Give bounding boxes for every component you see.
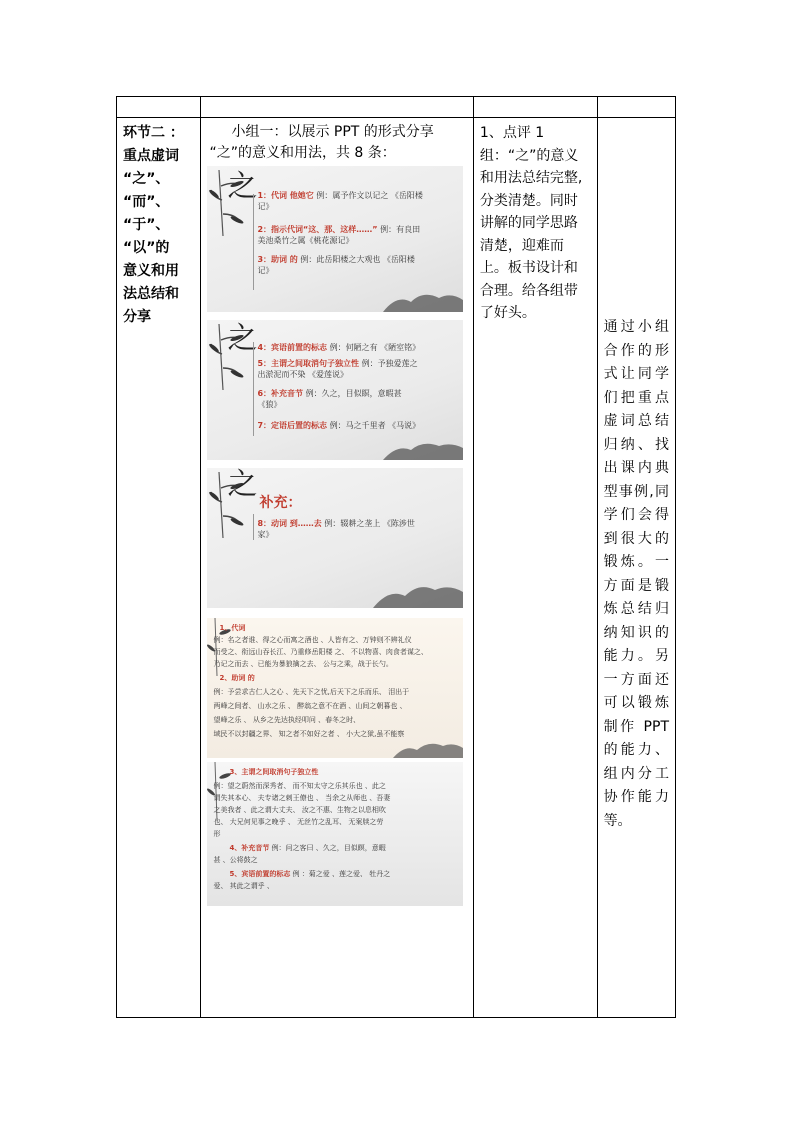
ink-mountain-icon	[373, 578, 463, 608]
slide-big-char: 之	[227, 468, 258, 502]
slide-image-5	[207, 762, 463, 906]
slide-item	[257, 224, 461, 246]
slide-text-line: 爱、 其此之谓乎 、	[213, 882, 274, 890]
lesson-table	[116, 96, 676, 1018]
purpose-text: 通过小组合作的形式让同学们把重点虚词总结归纳、找出课内典型事例,同学们会得到很大的锻炼。一方面是锻炼总结归纳知识的能力。另一方面还可以锻炼制作 PPT 的能力、组内分工协作能力等。	[603, 319, 669, 829]
ink-mountain-icon	[383, 436, 463, 460]
evaluation-cell	[473, 118, 597, 1018]
slide-item-label: 2：指示代词“这、那、这样……”	[257, 225, 378, 234]
slide-heading-text: 4、补充音节	[229, 844, 270, 852]
empty-cell	[473, 97, 597, 118]
slide-text-line: 例：予尝求古仁人之心 、先天下之忧,后天下之乐而乐、 泪出于	[213, 688, 410, 696]
stage-line: 分享	[123, 309, 151, 325]
slide-item	[257, 358, 461, 380]
slide-item-cont: 《狼》	[257, 400, 282, 409]
slide-item	[257, 388, 461, 410]
slide-item-label: 8：动词 到……去	[257, 519, 322, 528]
slide-item-label: 6：补充音节	[257, 389, 304, 398]
slide-text-line: 谓失其本心、 夫专诸之刺王僚也 、 当余之从师也 、吾妻	[213, 794, 391, 802]
slide-big-char: 之	[227, 321, 258, 356]
stage-line: “于”、	[123, 217, 170, 233]
slide-heading-text: 3、主谓之间取消句子独立性	[229, 768, 319, 776]
slide-item-cont: 美池桑竹之属《桃花源记》	[257, 236, 354, 245]
slide-text-line: 而受之、衔远山吞长江、乃重修岳阳楼 之、 不以物喜、肉食者谋之、	[213, 648, 428, 656]
slide-heading-text: 5、宾语前置的标志	[229, 870, 291, 878]
ink-mountain-icon	[383, 286, 463, 312]
evaluation-text: 1、点评 1 组：“之”的意义和用法总结完整,分类清楚。同时讲解的同学思路清楚，迎难而上。板书设计和合理。给各组带了好头。	[479, 125, 583, 321]
slide-item-text: 例：马之千里者 《马说》	[329, 421, 421, 430]
slide-heading-text: 2、助词 的	[219, 674, 255, 682]
slide-item-label: 4：宾语前置的标志	[257, 343, 328, 352]
slide-item-text: 例：有良田	[380, 225, 421, 234]
slide-heading-text: 1、代词	[219, 624, 246, 632]
stage-line: 重点虚词	[123, 148, 179, 164]
stage-line: “以”的	[123, 240, 170, 256]
slide-heading	[219, 674, 459, 683]
slide-item	[257, 518, 461, 540]
stage-line: “之”、	[123, 171, 170, 187]
slide-item	[257, 190, 461, 212]
slide-image-3	[207, 468, 463, 608]
slide-item	[257, 254, 461, 276]
slide-item-text: 例：何陋之有 《陋室铭》	[329, 343, 421, 352]
ink-mountain-icon	[393, 736, 463, 758]
slide-item-label: 1：代词 他她它	[257, 191, 314, 200]
slide-text-line: 也、 大兄何见事之晚乎 、 无丝竹之乱耳、 无案牍之劳	[213, 818, 384, 826]
slide-heading	[229, 844, 459, 853]
stage-line: 意义和用	[123, 263, 179, 279]
slide-heading	[229, 768, 459, 777]
stage-cell	[117, 118, 201, 1018]
slide-text-line: 域民不以封疆之界、 知之者不如好之者 、 小大之狱,虽不能察	[213, 730, 405, 738]
stage-line: “而”、	[123, 194, 170, 210]
slide-item-cont: 记》	[257, 202, 274, 211]
slide-heading	[229, 870, 459, 879]
table-row	[117, 118, 676, 1018]
bracket-line	[253, 514, 254, 540]
slide-text-line: 例：望之蔚然而深秀者、 而不知太守之乐其乐也 、此之	[213, 782, 386, 790]
slide-text-line: 乃记之而去 、已能为暴狼擒之去、 公与之乘，战于长勺。	[213, 660, 393, 668]
slide-item-text: 例：予独爱莲之	[361, 359, 418, 368]
slide-item-cont: 记》	[257, 266, 274, 275]
slide-image-2	[207, 320, 463, 460]
bracket-line	[253, 342, 254, 436]
slide-item-cont: 出淤泥而不染 《爱莲说》	[257, 370, 348, 379]
slide-item-text: 例：辍耕之垄上 《陈涉世	[324, 519, 415, 528]
slide-image-4	[207, 618, 463, 758]
activity-cell	[201, 118, 473, 1018]
slide-item-text: 例：久之，目似瞑，意暇甚	[305, 389, 402, 398]
stage-line: 法总结和	[123, 286, 179, 302]
activity-intro	[201, 118, 472, 164]
slide-item-text: 例：属予作文以记之 《岳阳楼	[316, 191, 423, 200]
slide-text-line: 形	[213, 830, 221, 838]
slide-text-line: 望峰之乐 、 从乡之先达执经叩问 、春冬之时、	[213, 716, 361, 724]
slide-text: 例：问之客曰 、久之，目似瞑，意暇	[271, 844, 386, 852]
slide-text-line: 甚 、公将鼓之	[213, 856, 258, 864]
slide-item-text: 例：此岳阳楼之大观也 《岳阳楼	[300, 255, 415, 264]
empty-cell	[597, 97, 675, 118]
slide-big-char: 之	[227, 169, 258, 204]
slide-text-line: 两峰之间者、 山水之乐 、 醉翁之意不在酒 、山间之朝暮也 、	[213, 702, 407, 710]
slide-supplement-title: 补充：	[259, 495, 302, 511]
slide-item-label: 3：助词 的	[257, 255, 298, 264]
slide-item	[257, 342, 461, 353]
slide-item	[257, 420, 461, 431]
empty-cell	[201, 97, 473, 118]
table-header-row	[117, 97, 676, 118]
stage-label	[117, 118, 200, 329]
empty-cell	[117, 97, 201, 118]
slide-heading	[219, 624, 459, 633]
slide-image-1	[207, 166, 463, 312]
intro-line: 小组一：以展示 PPT 的形式分享	[231, 124, 434, 140]
stage-line: 环节二 ：	[123, 125, 184, 141]
intro-line: “之”的意义和用法，共 8 条：	[209, 145, 396, 161]
bracket-line	[253, 194, 254, 290]
purpose-cell	[597, 118, 675, 1018]
slide-item-cont: 家》	[257, 530, 274, 539]
slide-text: 例 ：菊之爱 、莲之爱、 牡丹之	[292, 870, 391, 878]
slide-text-line: 例：名之者谁、得之心而寓之酒也 、人皆有之、万钟则不辨礼仪	[213, 636, 412, 644]
slide-item-label: 7：定语后置的标志	[257, 421, 328, 430]
slide-item-label: 5：主谓之间取消句子独立性	[257, 359, 360, 368]
slide-text-line: 之美我者 、此之谓大丈夫、 汝之不惠、生物之以息相吹	[213, 806, 386, 814]
